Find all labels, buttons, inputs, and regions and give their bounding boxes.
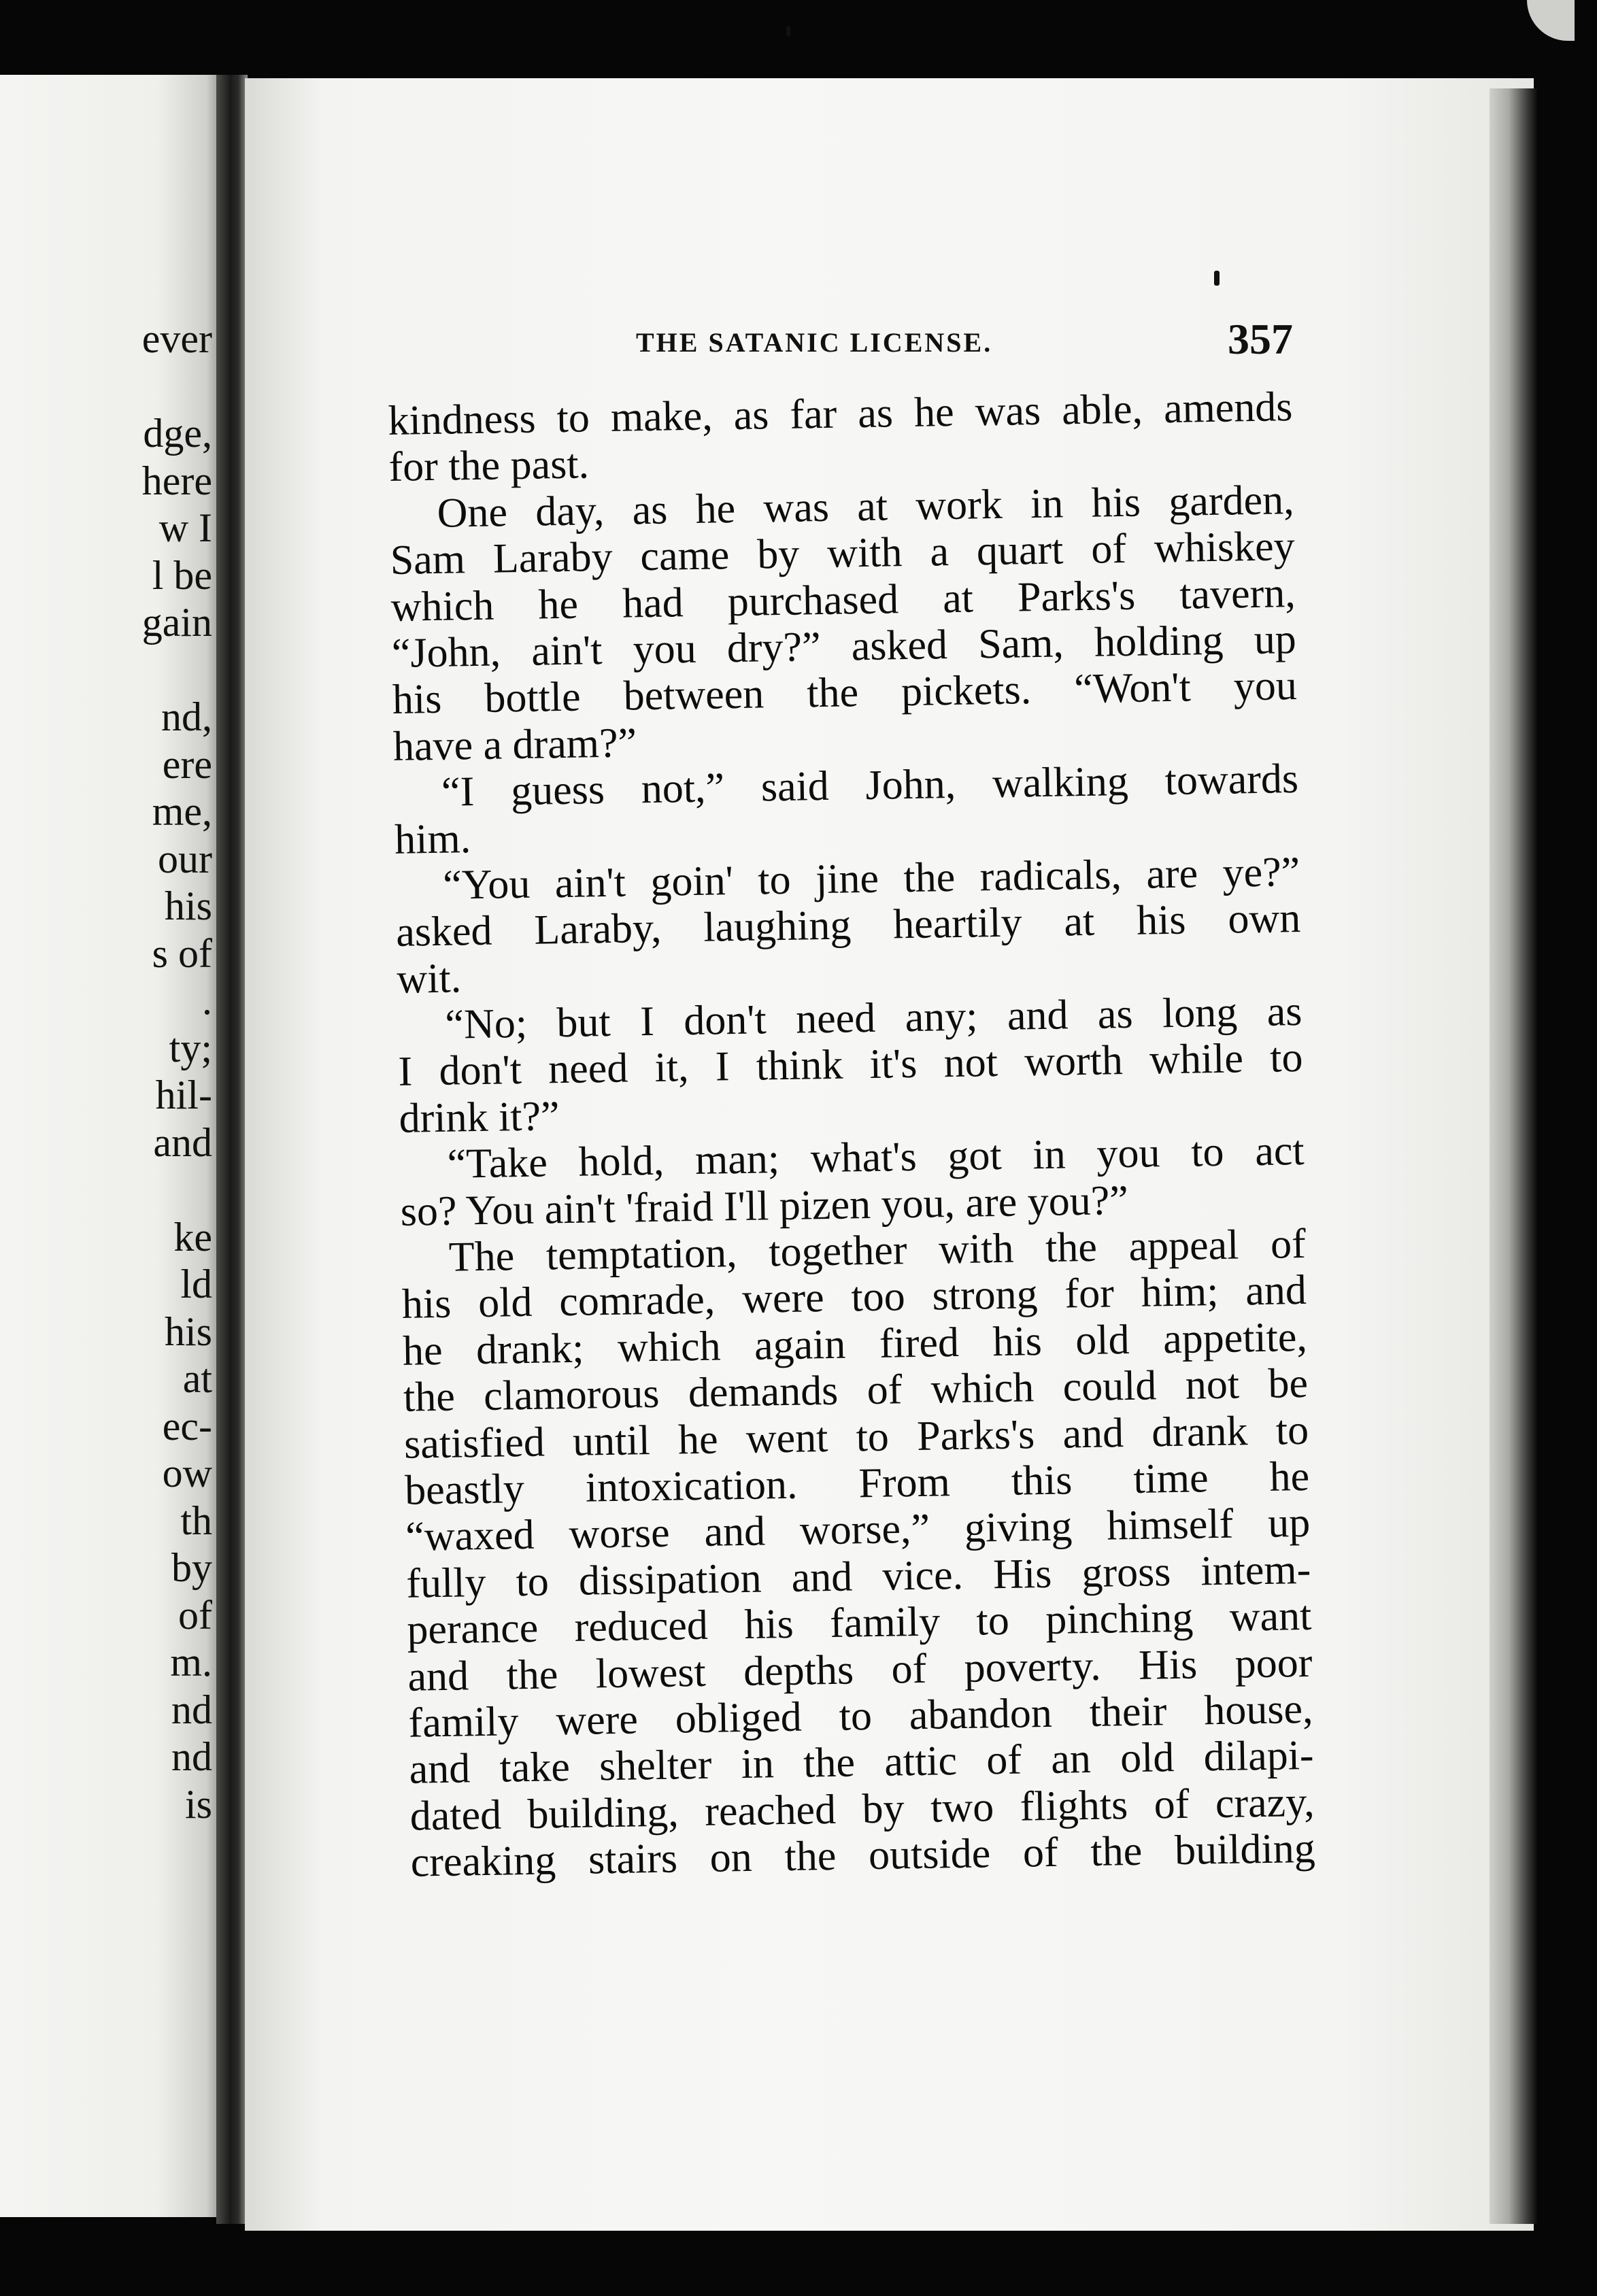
previous-page-edge xyxy=(0,75,224,2217)
previous-page-text-fragment: is xyxy=(184,1781,212,1827)
text-line: he drank; which again fired his old appetite, xyxy=(402,1313,1308,1374)
previous-page-text-fragment: ec- xyxy=(162,1403,212,1449)
text-line: The temptation, together with the appeal of xyxy=(448,1220,1307,1281)
previous-page-text-fragment: nd, xyxy=(161,694,212,739)
text-line: and take shelter in the attic of an old dilapi- xyxy=(409,1732,1315,1793)
previous-page-text-fragment: w I xyxy=(158,505,212,550)
text-line: I don't need it, I think it's not worth while to xyxy=(398,1034,1303,1096)
previous-page-text-fragment: nd xyxy=(171,1687,212,1732)
previous-page-text-fragment: of xyxy=(178,1592,212,1638)
text-line: and the lowest depths of poverty. His poor xyxy=(407,1639,1313,1700)
text-line: family were obliged to abandon their house, xyxy=(408,1685,1313,1746)
running-head: THE SATANIC LICENSE. xyxy=(636,327,993,358)
previous-page-text-fragment: hil- xyxy=(155,1073,212,1117)
previous-page-text-fragment: our xyxy=(158,836,212,881)
previous-page-text-fragment: ere xyxy=(162,741,212,787)
previous-page-text-fragment: his xyxy=(164,883,212,928)
text-line: dated building, reached by two flights of crazy, xyxy=(409,1778,1315,1840)
print-speck xyxy=(786,26,790,37)
text-line: satisfied until he went to Parks's and drank to xyxy=(403,1406,1309,1468)
previous-page-text-fragment: ow xyxy=(162,1451,212,1496)
text-line: “No; but I don't need any; and as long as xyxy=(444,988,1302,1048)
text-line: “Take hold, man; what's got in you to act xyxy=(447,1128,1305,1188)
text-line: his bottle between the pickets. “Won't you xyxy=(392,662,1298,724)
previous-page-text-fragment: at xyxy=(182,1356,212,1401)
previous-page-text-fragment: ever xyxy=(141,316,212,361)
print-speck xyxy=(1214,271,1220,286)
text-line: him. xyxy=(394,815,471,863)
previous-page-text-fragment: me, xyxy=(152,789,212,834)
text-line: “John, ain't you dry?” asked Sam, holding up xyxy=(391,616,1297,677)
text-line: “waxed worse and worse,” giving himself up xyxy=(405,1500,1311,1561)
print-speck xyxy=(1527,0,1575,41)
text-line: for the past. xyxy=(388,441,590,491)
text-line: Sam Laraby came by with a quart of whiskey xyxy=(390,523,1296,584)
text-line: fully to dissipation and vice. His gross intem- xyxy=(405,1546,1311,1607)
text-line: creaking stairs on the outside of the building xyxy=(410,1825,1316,1886)
previous-page-text-fragment: th xyxy=(180,1498,212,1543)
text-line: his old comrade, were too strong for him; and xyxy=(401,1267,1307,1328)
previous-page-text-fragment: s of xyxy=(152,930,212,976)
previous-page-text-fragment: m. xyxy=(170,1640,212,1685)
previous-page-text-fragment: by xyxy=(171,1545,212,1590)
previous-page-text-fragment: his xyxy=(164,1309,212,1354)
page-edge-shadow xyxy=(1490,88,1537,2224)
previous-page-text-fragment: gain xyxy=(141,600,212,645)
book-gutter xyxy=(216,75,248,2224)
previous-page-text-fragment: ty; xyxy=(169,1025,212,1070)
previous-page-text-fragment: nd xyxy=(171,1734,212,1779)
text-line: so? You ain't 'fraid I'll pizen you, are you?” xyxy=(400,1177,1129,1235)
text-line: “You ain't goin' to jine the radicals, are ye?” xyxy=(442,848,1300,909)
text-line: perance reduced his family to pinching want xyxy=(406,1593,1312,1653)
previous-page-text-fragment: l be xyxy=(152,552,212,598)
text-line: wit. xyxy=(396,955,462,1002)
text-line: beastly intoxication. From this time he xyxy=(404,1453,1310,1514)
previous-page-text-fragment: here xyxy=(141,458,212,503)
previous-page-text-fragment: dge, xyxy=(143,411,212,456)
text-line: drink it?” xyxy=(399,1093,560,1142)
previous-page-text-fragment: and xyxy=(153,1119,212,1165)
text-line: One day, as he was at work in his garden, xyxy=(437,476,1295,537)
page-number: 357 xyxy=(1228,315,1293,363)
previous-page-text-fragment: ld xyxy=(180,1262,212,1306)
text-line: which he had purchased at Parks's tavern, xyxy=(390,569,1296,630)
text-line: the clamorous demands of which could not be xyxy=(403,1360,1309,1421)
previous-page-text-fragment: ke xyxy=(173,1214,212,1260)
previous-page-text-fragment: . xyxy=(202,978,212,1023)
text-line: have a dram?” xyxy=(392,720,637,770)
text-line: asked Laraby, laughing heartily at his own xyxy=(395,895,1301,956)
text-line: “I guess not,” said John, walking towards xyxy=(441,756,1299,815)
text-line: kindness to make, as far as he was able, amends xyxy=(388,384,1293,444)
body-text xyxy=(388,384,1315,1886)
